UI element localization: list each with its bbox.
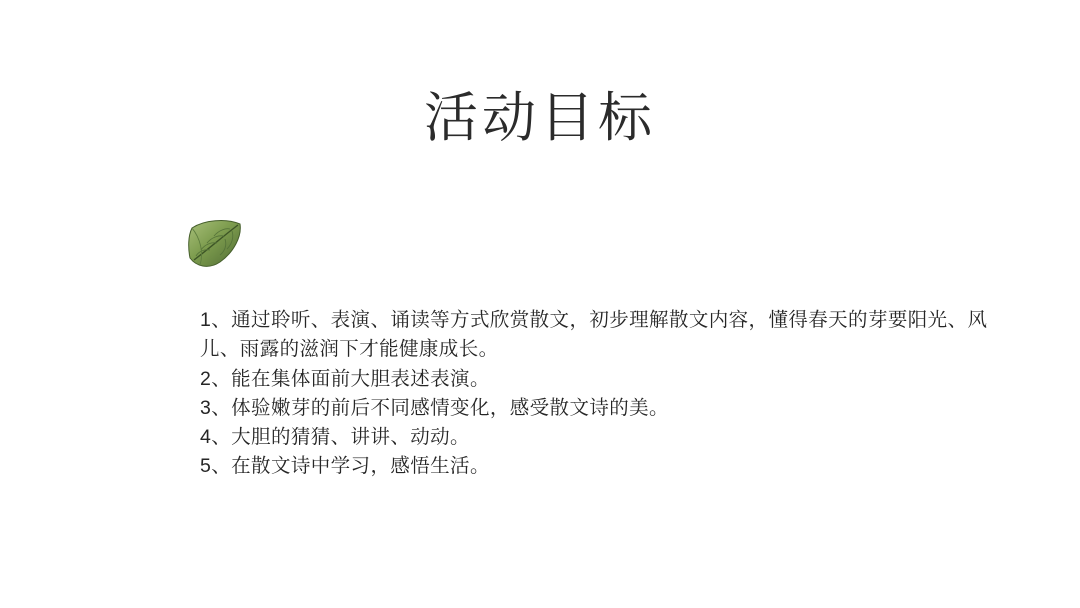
list-item: 4、大胆的猜猜、讲讲、动动。 [200, 426, 470, 448]
objectives-list [200, 306, 1000, 482]
green-leaf-icon [186, 218, 248, 270]
list-item: 1、通过聆听、表演、诵读等方式欣赏散文，初步理解散文内容，懂得春天的芽要阳光、风儿、雨露的滋润下才能健康成长。 [200, 309, 988, 361]
list-item: 5、在散文诗中学习，感悟生活。 [200, 455, 490, 478]
list-item: 2、能在集体面前大胆表述表演。 [200, 367, 490, 390]
page-title: 活动目标 [424, 86, 656, 149]
list-item: 3、体验嫩芽的前后不同感情变化，感受散文诗的美。 [200, 396, 669, 419]
